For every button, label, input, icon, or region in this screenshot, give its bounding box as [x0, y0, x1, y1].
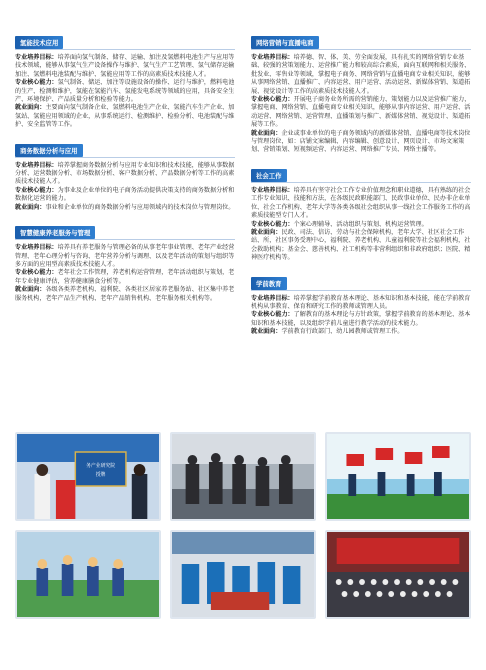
section-paragraph: [251, 328, 471, 336]
paragraph-label: 专业培养目标：: [15, 161, 58, 169]
paragraph-label: 就业面向：: [251, 328, 282, 336]
paragraph-label: 专业核心能力：: [15, 79, 58, 87]
section-paragraph: [251, 96, 471, 130]
photo-row-top: [15, 432, 471, 521]
paragraph-label: 就业面向：: [15, 286, 46, 294]
section-title: 社会工作: [251, 169, 287, 182]
svg-text:授牌: 授牌: [95, 471, 106, 479]
photo-auditorium-assembly: [325, 530, 471, 619]
paragraph-text: 开展电子商务业务所需的营销能力、策划能力以及运营推广能力，掌握电商、网络营销、直播电商专业相关知识，能够从事内容运营、用户运营、活动运营、网络营销、运营管理、直播策划与推广、新媒体营销、视觉设计、渠道拓展等工作。: [251, 96, 471, 129]
paragraph-label: 就业面向：: [15, 104, 46, 112]
section-paragraph: [15, 244, 235, 269]
section-paragraph: [251, 229, 471, 263]
paragraph-text: 老年社会工作管理，养老机构运营管理，老年活动组织与策划，老年专业健康评估，营养健康膳食分析等。: [15, 269, 235, 285]
paragraph-label: 专业核心能力：: [251, 220, 294, 228]
paragraph-text: 培养掌握学前教育基本理论、基本知识和基本技能，能在学前教育机构从事教育、保育和研究工作的教师或管理人员。: [251, 294, 471, 310]
paragraph-text: 事业和企业单位的商务数据分析与应用领域内的技术岗位与管理岗位。: [45, 203, 235, 211]
photo-stage-flag-performance: [325, 432, 471, 521]
section-paragraph: [251, 54, 471, 96]
signboard-text: 务产业研究院: [86, 462, 116, 470]
paragraph-label: 就业面向：: [15, 203, 46, 211]
paragraph-text: 企业或事业单位的电子商务领域内的新媒体营销、直播电商等技术岗位与管理岗位，如：店铺文案编辑、内容编辑、创意设计、网页设计、市场文案策划、营销策划、短视频运营、内容运营、网络推广专员、网络主播等。: [251, 129, 471, 154]
section-paragraph: [15, 54, 235, 79]
section-paragraph: [15, 269, 235, 286]
section-divider: [15, 239, 235, 240]
paragraph-label: 专业培养目标：: [15, 244, 58, 252]
paragraph-label: 就业面向：: [251, 129, 282, 137]
photo-group-activity: [170, 530, 316, 619]
program-section: [251, 163, 471, 263]
section-title: 氢能技术应用: [15, 36, 63, 49]
section-paragraph: [15, 162, 235, 187]
section-title: 商务数据分析与应用: [15, 144, 83, 157]
section-paragraph: [251, 221, 471, 229]
program-section: [251, 30, 471, 155]
paragraph-text: 氢气制备、储运、加注等设施设备的操作、运行与维护，燃料电池的生产、检测和维护，氢能在氢能汽车、氢能发电系统等领域的应用，具备安全生产、环境保护、产品质量分析和检验等能力。: [15, 79, 235, 104]
section-paragraph: [15, 104, 235, 129]
photo-ceremony-signboard: [15, 432, 161, 521]
section-paragraph: [15, 79, 235, 104]
right-column: [251, 30, 471, 345]
section-divider: [251, 182, 471, 183]
section-title: 智慧健康养老服务与管理: [15, 226, 95, 239]
section-divider: [15, 157, 235, 158]
paragraph-text: 培养具有坚守社会工作专业价值理念和职业道德，具有熟练的社会工作专业知识、技能和方法，在各级民政职能部门、民政事业单位、民办非企业单位、社会工作机构、老年大学等各类各级社会组织从事一线社会工作服务工作的高素质技能型专门人才。: [251, 186, 471, 220]
section-paragraph: [15, 286, 235, 303]
section-paragraph: [251, 295, 471, 312]
paragraph-label: 专业培养目标：: [15, 54, 58, 61]
program-section: [15, 138, 235, 212]
paragraph-label: 专业培养目标：: [251, 54, 294, 61]
section-divider: [15, 49, 235, 50]
section-paragraph: [251, 311, 471, 328]
paragraph-text: 为事业及企业单位的电子商务活动提供决策支持的商务数据分析和数据化运营的能力。: [15, 186, 235, 203]
section-paragraph: [251, 130, 471, 155]
paragraph-label: 专业培养目标：: [251, 186, 294, 194]
program-section: [251, 271, 471, 337]
paragraph-label: 专业核心能力：: [251, 311, 294, 319]
photo-visitors-tour: [170, 432, 316, 521]
paragraph-label: 专业培养目标：: [251, 294, 294, 302]
section-divider: [251, 49, 471, 50]
section-paragraph: [251, 187, 471, 221]
photo-children-parade: [15, 530, 161, 619]
section-paragraph: [15, 204, 235, 212]
paragraph-text: 主要面向氢气制备企业、氢燃料电池生产企业、氢能汽车生产企业、加氢站、氢能应用领域的企业，从事系统运行、检测维护、检验分析、电池装配与维护、安全监管等工作。: [15, 104, 235, 129]
paragraph-text: 民政、司法、信访、劳动与社会保障机构，老年大学、社区社会工作站、所，社区事务受理中心，福利院、养老机构、儿童福利院等社会福利机构，社会救助机构；基金会、慈善机构、社工机构等非营利组织和非政府组织；医院、精神医疗机构等。: [251, 228, 471, 262]
paragraph-text: 学前教育行政部门、幼儿园教师或管理工作。: [281, 328, 404, 336]
paragraph-text: 个案心理辅导、活动组织与策划、机构运营管理。: [293, 220, 428, 228]
section-divider: [251, 290, 471, 291]
paragraph-text: 培养掌握商务数据分析与应用专业知识和技术技能，能够从事数据分析、运营数据分析、市场数据分析、客户数据分析、产品数据分析等工作的高素质技术技能人才。: [15, 161, 235, 186]
paragraph-text: 了解教育的基本理论与方针政策，掌握学前教育的基本理论、基本知识和基本技能，以及组织学前儿童进行教学活动的技术能力。: [251, 311, 471, 327]
paragraph-label: 专业核心能力：: [15, 186, 58, 194]
left-column: [15, 30, 235, 311]
paragraph-label: 专业核心能力：: [251, 96, 294, 104]
section-title: 学前教育: [251, 277, 287, 290]
program-section: [15, 220, 235, 303]
photo-row-bottom: [15, 530, 471, 619]
program-section: [15, 30, 235, 130]
section-paragraph: [15, 187, 235, 204]
paragraph-text: 培养德、智、体、美、劳全面发展，具有扎实的网络营销专业基础、较强的营策划能力、运营推广能力和较高综合素质，面向互联网和相关服务、批发业、零售业等领域，掌握电子商务、网络营销与直播电商专业相关知识，能够从事网络营销、直播推广、内容运营、用户运营、活动运营、新媒体营销、渠道拓展、视觉设计等工作的高素质技术技能人才。: [251, 54, 471, 95]
paragraph-label: 专业核心能力：: [15, 269, 58, 277]
paragraph-text: 培养具有养老服务与管理必备的从事老年事业管理、老年产业经营管理、老年心理分析与咨询、老年营养分析与调理、以及老年活动的策划与组织等多方面的应用型高素质技术技能人才。: [15, 244, 235, 268]
photo-grid: [15, 432, 471, 628]
section-title: 网络营销与直播电商: [251, 36, 319, 49]
paragraph-text: 各级各类养老机构、福利院、各类社区居家养老服务站、社区集中养老服务机构，老年产品生产机构、老年产品销售机构、老年服务相关机构等。: [15, 286, 235, 302]
paragraph-text: 培养面向氢气制备、储存、运输、加注及氢燃料电池生产与应用等技术领域，能够从事氢气生产设备操作与维护、氢气生产工艺管理、氢气储存运输加注、氢燃料电池装配与维护、氢能应用等工作的高素质技术技能人才。: [15, 54, 235, 78]
paragraph-label: 就业面向：: [251, 228, 282, 236]
